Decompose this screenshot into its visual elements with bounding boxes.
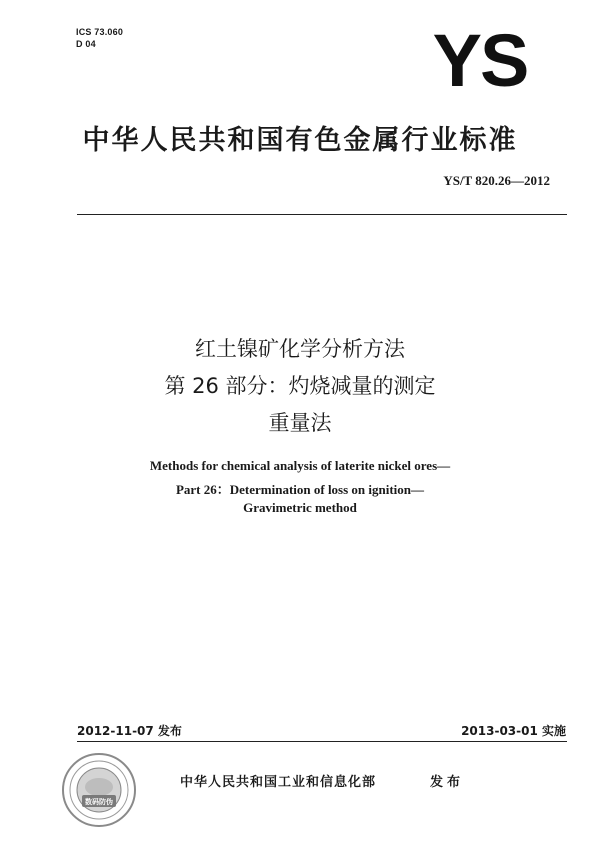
title-cn-line2: 第 26 部分：灼烧减量的测定 — [164, 374, 436, 398]
ccs-code: D 04 — [76, 39, 96, 49]
ys-logo — [418, 30, 542, 92]
anti-counterfeit-seal-icon — [60, 751, 138, 829]
implement-date: 2013-03-01 实施 — [461, 724, 566, 738]
standard-number: YS/T 820.26—2012 — [443, 173, 550, 188]
issuing-authority: 中华人民共和国工业和信息化部 — [180, 775, 377, 790]
title-cn-line1: 红土镍矿化学分析方法 — [195, 337, 405, 361]
issue-word: 发布 — [430, 775, 465, 790]
organization-title: 中华人民共和国有色金属行业标准 — [82, 125, 518, 156]
logo-text: YS — [432, 30, 528, 92]
title-en-line2: Part 26：Determination of loss on ignition— — [175, 482, 425, 497]
top-divider — [77, 214, 567, 215]
ics-code: ICS 73.060 — [76, 27, 124, 37]
publish-date: 2012-11-07 发布 — [77, 724, 182, 738]
seal-label: 数码防伪 — [85, 798, 113, 806]
bottom-divider — [77, 741, 567, 742]
title-en-line3: Gravimetric method — [243, 500, 357, 515]
title-cn-line3: 重量法 — [268, 411, 332, 435]
title-en-line1: Methods for chemical analysis of laterite nickel ores— — [149, 458, 451, 473]
